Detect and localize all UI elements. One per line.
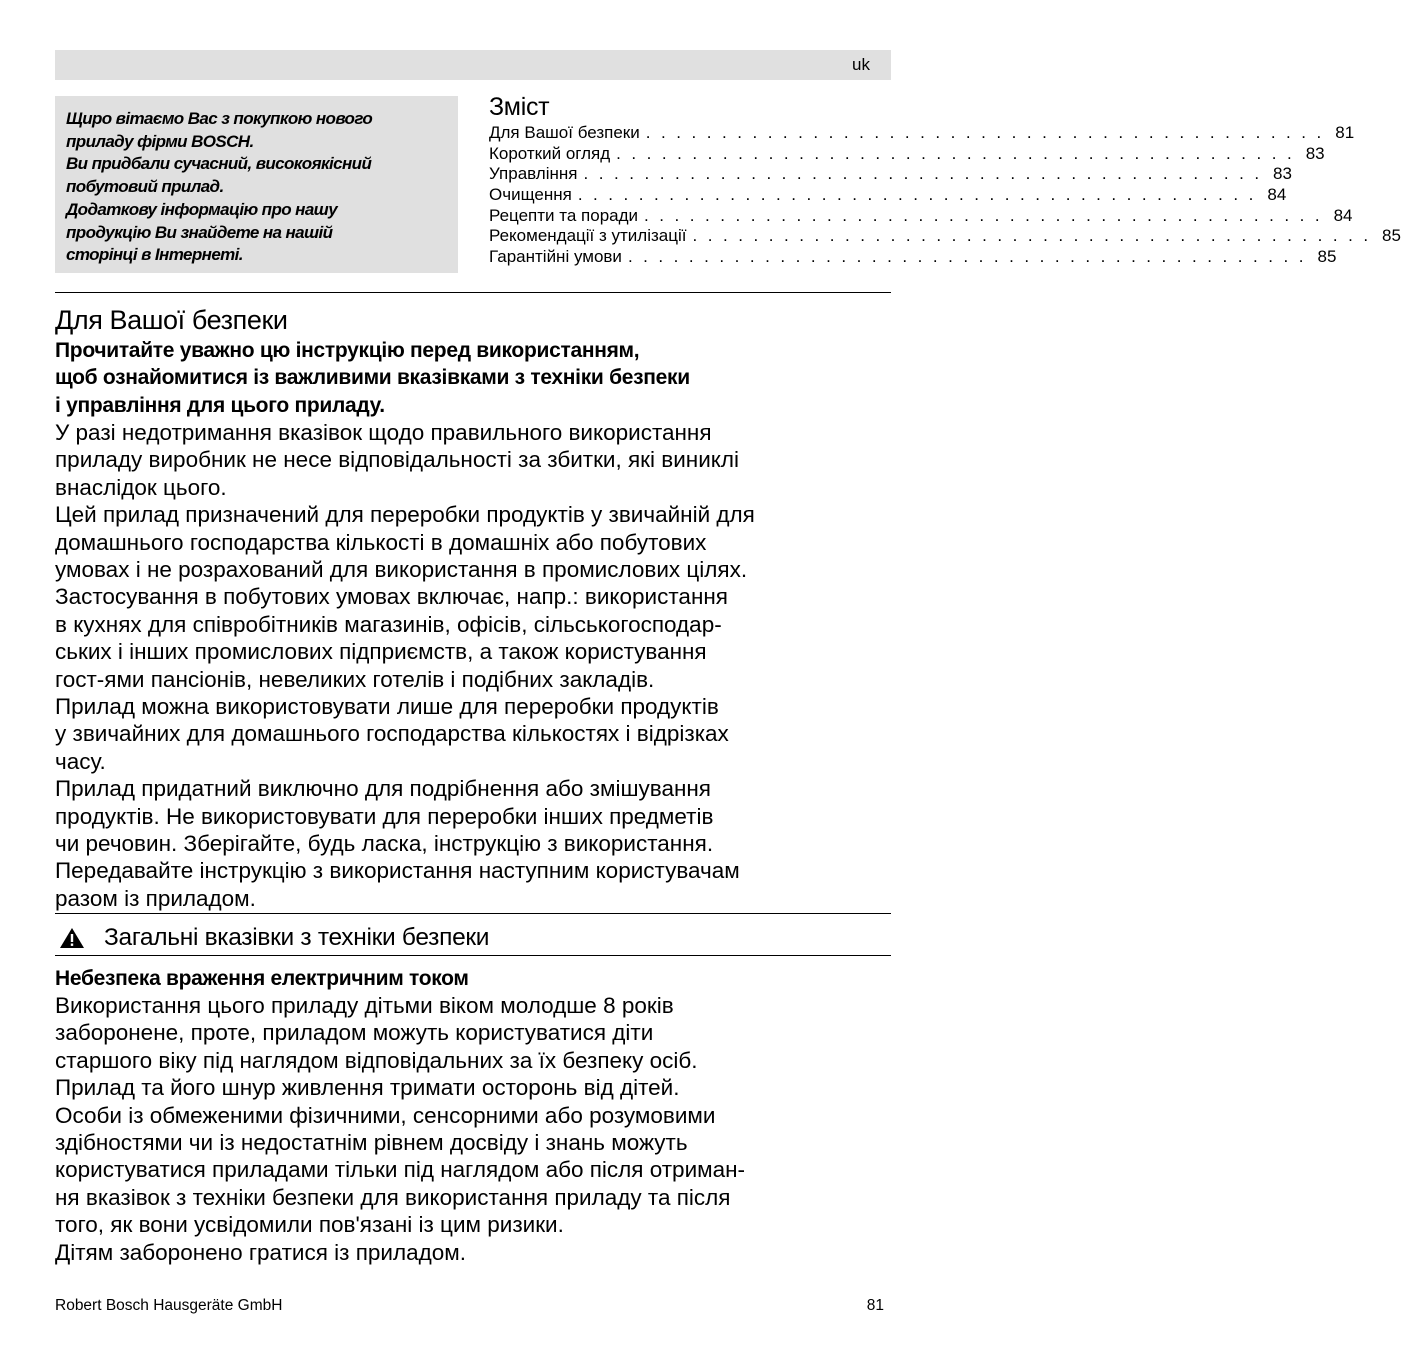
section-divider (55, 292, 891, 293)
toc-item[interactable] (489, 205, 1353, 227)
body-line: Прилад придатний виключно для подрібнення або змішування (55, 776, 711, 802)
body-line: Цей прилад призначений для переробки продуктів у звичайній для (55, 502, 755, 528)
toc-item-page: 85 (1382, 226, 1401, 246)
toc-item-page: 85 (1317, 247, 1337, 267)
section-divider (55, 955, 891, 956)
body-line: Прилад та його шнур живлення тримати осторонь від дітей. (55, 1075, 680, 1101)
toc-item-label: Управління (489, 164, 578, 184)
warning-triangle-icon (59, 927, 85, 949)
footer-company: Robert Bosch Hausgeräte GmbH (55, 1297, 283, 1314)
body-line: Передавайте інструкцію з використання наступним користувачам (55, 858, 740, 884)
toc-item-page: 84 (1333, 205, 1353, 225)
toc-item-label: Рекомендації з утилізації (489, 226, 687, 246)
safety-lead (55, 337, 891, 419)
safety-lead-line: щоб ознайомитися із важливими вказівками з техніки безпеки (55, 366, 690, 390)
general-safety-header (55, 923, 891, 953)
body-line: разом із приладом. (55, 885, 256, 911)
safety-body (55, 419, 891, 912)
toc-item-label: Очищення (489, 185, 572, 205)
toc-leader-dots: . . . . . . . . . . . . . . . . . . . . . . . . . . . . . . . . . . . . . . . . . . . . . (645, 123, 1325, 142)
toc-item-page: 83 (1305, 143, 1325, 163)
body-line: приладу виробник не несе відповідальності за збитки, які виниклі (55, 447, 740, 473)
toc-leader-dots: . . . . . . . . . . . . . . . . . . . . . . . . . . . . . . . . . . . . . . . . . . . . . (616, 143, 1295, 163)
welcome-line: сторінці в Інтернеті. (66, 245, 243, 265)
safety-lead-line: Прочитайте уважно цю інструкцію перед використанням, (55, 339, 640, 362)
toc-item[interactable] (489, 143, 1325, 165)
welcome-line: Щиро вітаємо Вас з покупкою нового (66, 109, 373, 128)
toc-leader-dots: . . . . . . . . . . . . . . . . . . . . . . . . . . . . . . . . . . . . . . . . . . . . . (692, 226, 1371, 246)
welcome-box (55, 96, 458, 273)
toc-title: Зміст (489, 93, 550, 121)
body-line: Особи із обмеженими фізичними, сенсорними або розумовими (55, 1102, 716, 1128)
body-line: ських і інших промислових підприємств, а також користування (55, 639, 707, 665)
body-line: гост-ями пансіонів, невеликих готелів і подібних закладів. (55, 666, 655, 692)
welcome-line: приладу фірми BOSCH. (66, 131, 254, 151)
toc-item[interactable] (489, 123, 1355, 144)
toc-item[interactable] (489, 247, 1337, 268)
safety-lead-line: і управління для цього приладу. (55, 393, 385, 417)
body-line: Прилад можна використовувати лише для переробки продуктів (55, 693, 719, 719)
body-line: У разі недотримання вказівок щодо правильного використання (55, 419, 712, 445)
toc-item-label: Рецепти та поради (489, 205, 639, 225)
body-line: заборонене, проте, приладом можуть користуватися діти (55, 1020, 654, 1046)
safety-title: Для Вашої безпеки (55, 305, 288, 335)
body-line: Дітям заборонено гратися із приладом. (55, 1239, 466, 1265)
toc-leader-dots: . . . . . . . . . . . . . . . . . . . . . . . . . . . . . . . . . . . . . . . . . . . . . (583, 164, 1262, 184)
body-line: часу. (55, 748, 106, 774)
body-line: умовах і не розрахований для використання в промислових цілях. (55, 556, 748, 582)
welcome-line: продукцію Ви знайдете на нашій (66, 222, 333, 242)
body-line: того, як вони усвідомили пов'язані із цим ризики. (55, 1212, 564, 1238)
body-line: Застосування в побутових умовах включає, напр.: використання (55, 584, 728, 610)
toc-item[interactable] (489, 164, 1292, 185)
body-line: у звичайних для домашнього господарства кількостях і відрізках (55, 721, 729, 747)
electric-shock-subheading: Небезпека враження електричним током (55, 967, 469, 990)
toc-leader-dots: . . . . . . . . . . . . . . . . . . . . . . . . . . . . . . . . . . . . . . . . . . . . . (644, 205, 1323, 225)
body-line: продуктів. Не використовувати для переробки інших предметів (55, 803, 714, 829)
body-line: в кухнях для співробітників магазинів, офісів, сільськогосподар- (55, 611, 722, 637)
general-safety-title: Загальні вказівки з техніки безпеки (104, 924, 490, 951)
toc-item[interactable] (489, 185, 1287, 206)
welcome-line: Додаткову інформацію про нашу (66, 199, 338, 219)
welcome-line: Ви придбали сучасний, високоякісний (66, 154, 372, 174)
footer-page-number: 81 (866, 1297, 884, 1314)
toc-item-label: Гарантійні умови (489, 247, 622, 267)
general-safety-section (55, 965, 891, 1266)
body-line: домашнього господарства кількості в домашніх або побутових (55, 529, 707, 555)
general-safety-title-row (55, 923, 891, 953)
body-line: користуватися приладами тільки під наглядом або після отриман- (55, 1157, 746, 1183)
body-line: внаслідок цього. (55, 474, 227, 500)
welcome-line: побутовий прилад. (66, 177, 224, 197)
toc-item-label: Для Вашої безпеки (489, 123, 640, 142)
toc-item-label: Короткий огляд (489, 143, 611, 163)
body-line: чи речовин. Зберігайте, будь ласка, інструкцію з використання. (55, 830, 714, 856)
toc-item-page: 83 (1273, 164, 1292, 184)
safety-section (55, 305, 891, 912)
toc-item-page: 84 (1267, 185, 1287, 205)
toc-list (489, 123, 1401, 268)
toc-leader-dots: . . . . . . . . . . . . . . . . . . . . . . . . . . . . . . . . . . . . . . . . . . . . . (577, 185, 1257, 205)
toc-leader-dots: . . . . . . . . . . . . . . . . . . . . . . . . . . . . . . . . . . . . . . . . . . . . . (627, 247, 1307, 267)
body-line: здібностями чи із недостатнім рівнем досвіду і знань можуть (55, 1130, 688, 1156)
toc-item[interactable] (489, 226, 1401, 247)
language-code: uk (852, 55, 870, 74)
section-divider (55, 913, 891, 914)
body-line: ня вказівок з техніки безпеки для використання приладу та після (55, 1184, 731, 1210)
language-bar (55, 50, 891, 80)
body-line: Використання цього приладу дітьми віком молодше 8 років (55, 993, 674, 1018)
general-safety-body (55, 992, 891, 1266)
body-line: старшого віку під наглядом відповідальних за їх безпеку осіб. (55, 1047, 698, 1073)
toc-item-page: 81 (1335, 123, 1355, 142)
table-of-contents (489, 92, 1401, 268)
